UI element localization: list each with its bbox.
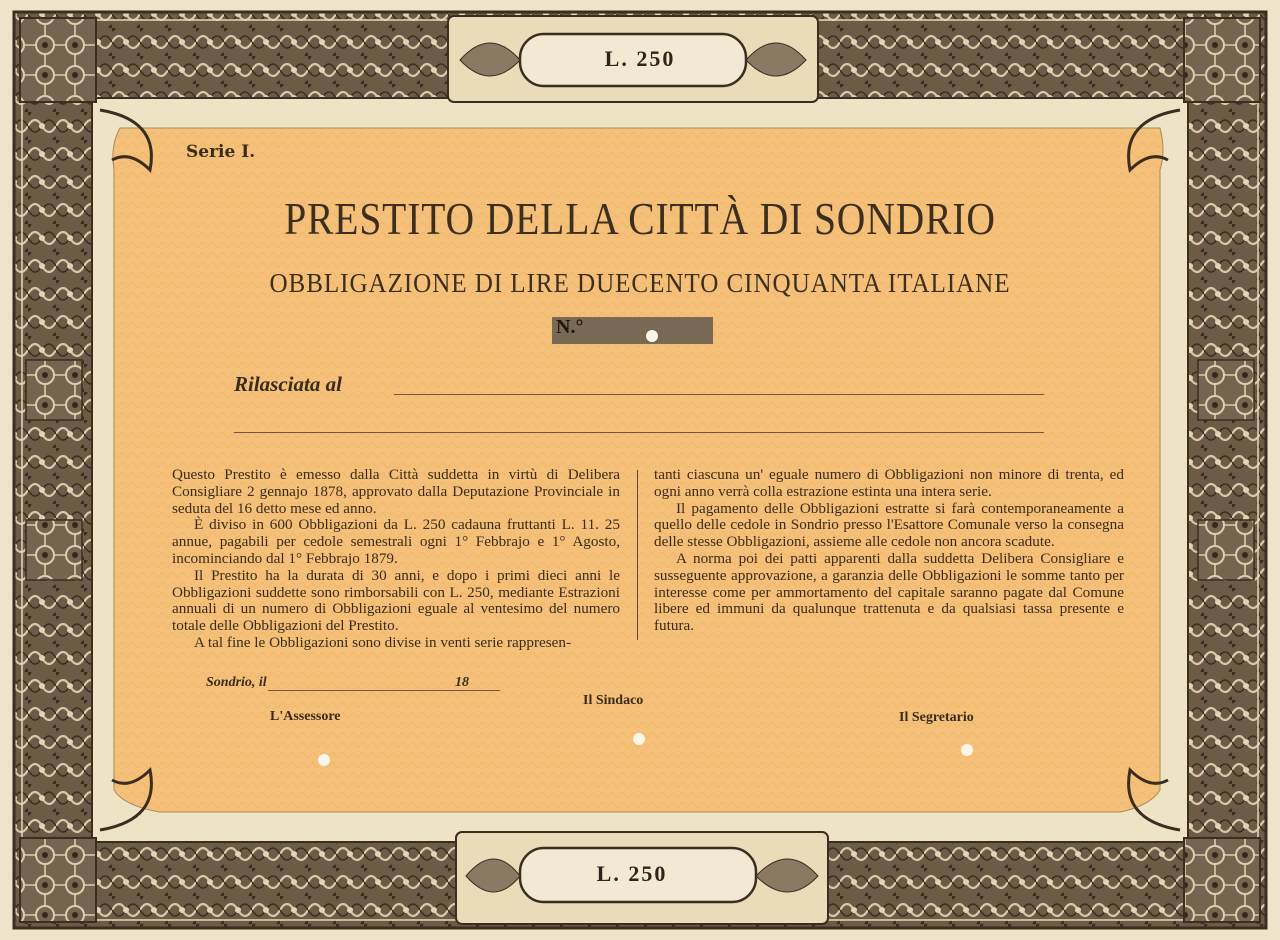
terms-paragraph: Il Prestito ha la durata di 30 anni, e dopo i primi dieci anni le Obbligazioni suddette sono rimborsabili con L. 250, mediante Estrazioni annuali di un numero di Obbligazioni eguale al ventesimo del numero totale delle Obbligazioni del Prestito. (172, 566, 620, 635)
series-label: Serie I. (186, 142, 256, 162)
punch-hole (318, 754, 330, 766)
terms-left-column (172, 467, 620, 652)
terms-right-column (654, 467, 1124, 635)
punch-hole (961, 744, 973, 756)
issued-to-label: Rilasciata al (234, 372, 342, 396)
corner-ornament (20, 838, 96, 922)
certificate-title: PRESTITO DELLA CITTÀ DI SONDRIO (284, 193, 996, 244)
terms-paragraph: A tal fine le Obbligazioni sono divise in venti serie rappresen- (194, 633, 572, 651)
column-divider (637, 470, 638, 640)
punch-hole (633, 733, 645, 745)
corner-ornament (1184, 838, 1260, 922)
terms-paragraph: È diviso in 600 Obbligazioni da L. 250 cadauna fruttanti L. 11. 25 annue, pagabili per cedole semestrali ogni 1° Febbrajo e 1° Agosto, incominciando dal 1° Febbrajo 1879. (172, 516, 620, 567)
punch-hole (646, 330, 658, 342)
secretary-signature-label: Il Segretario (899, 710, 974, 725)
terms-paragraph: Il pagamento delle Obbligazioni estratte si farà contemporaneamente a quello delle cedole in Sondrio presso l'Esattore Comunale verso la consegna delle stesse Obbligazioni, assieme alle cedole non ancora scadute. (654, 499, 1124, 551)
denomination-bottom: L. 250 (596, 861, 668, 886)
denomination-top: L. 250 (604, 46, 676, 71)
issued-to-line (394, 394, 1044, 395)
terms-paragraph: A norma poi dei patti apparenti dalla suddetta Delibera Consigliare e susseguente approvazione, a garanzia delle Obbligazioni le somme tanto per interesse come per ammortamento del capitale saranno pagate dal Comune libere ed immuni da qualunque trattenuta e da qualsiasi tassa presente e futura. (654, 549, 1124, 635)
terms-paragraph: tanti ciascuna un' eguale numero di Obbligazioni non minore di trenta, ed ogni anno verrà colla estrazione estinta una intera serie. (654, 466, 1124, 500)
assessor-signature-label: L'Assessore (270, 709, 341, 724)
year-prefix: 18 (455, 675, 469, 690)
corner-ornament (1184, 18, 1260, 102)
place-date-label: Sondrio, il (206, 675, 267, 690)
issued-to-line-2 (234, 432, 1044, 433)
mayor-signature-label: Il Sindaco (583, 693, 644, 708)
corner-ornament (20, 18, 96, 102)
terms-paragraph: Questo Prestito è emesso dalla Città suddetta in virtù di Delibera Consigliare 2 gennajo 1878, approvato dalla Deputazione Provinciale in seduta del 16 detto mese ed anno. (172, 466, 620, 517)
number-label: N.° (556, 316, 584, 338)
certificate-subtitle: OBBLIGAZIONE DI LIRE DUECENTO CINQUANTA ITALIANE (269, 268, 1011, 298)
